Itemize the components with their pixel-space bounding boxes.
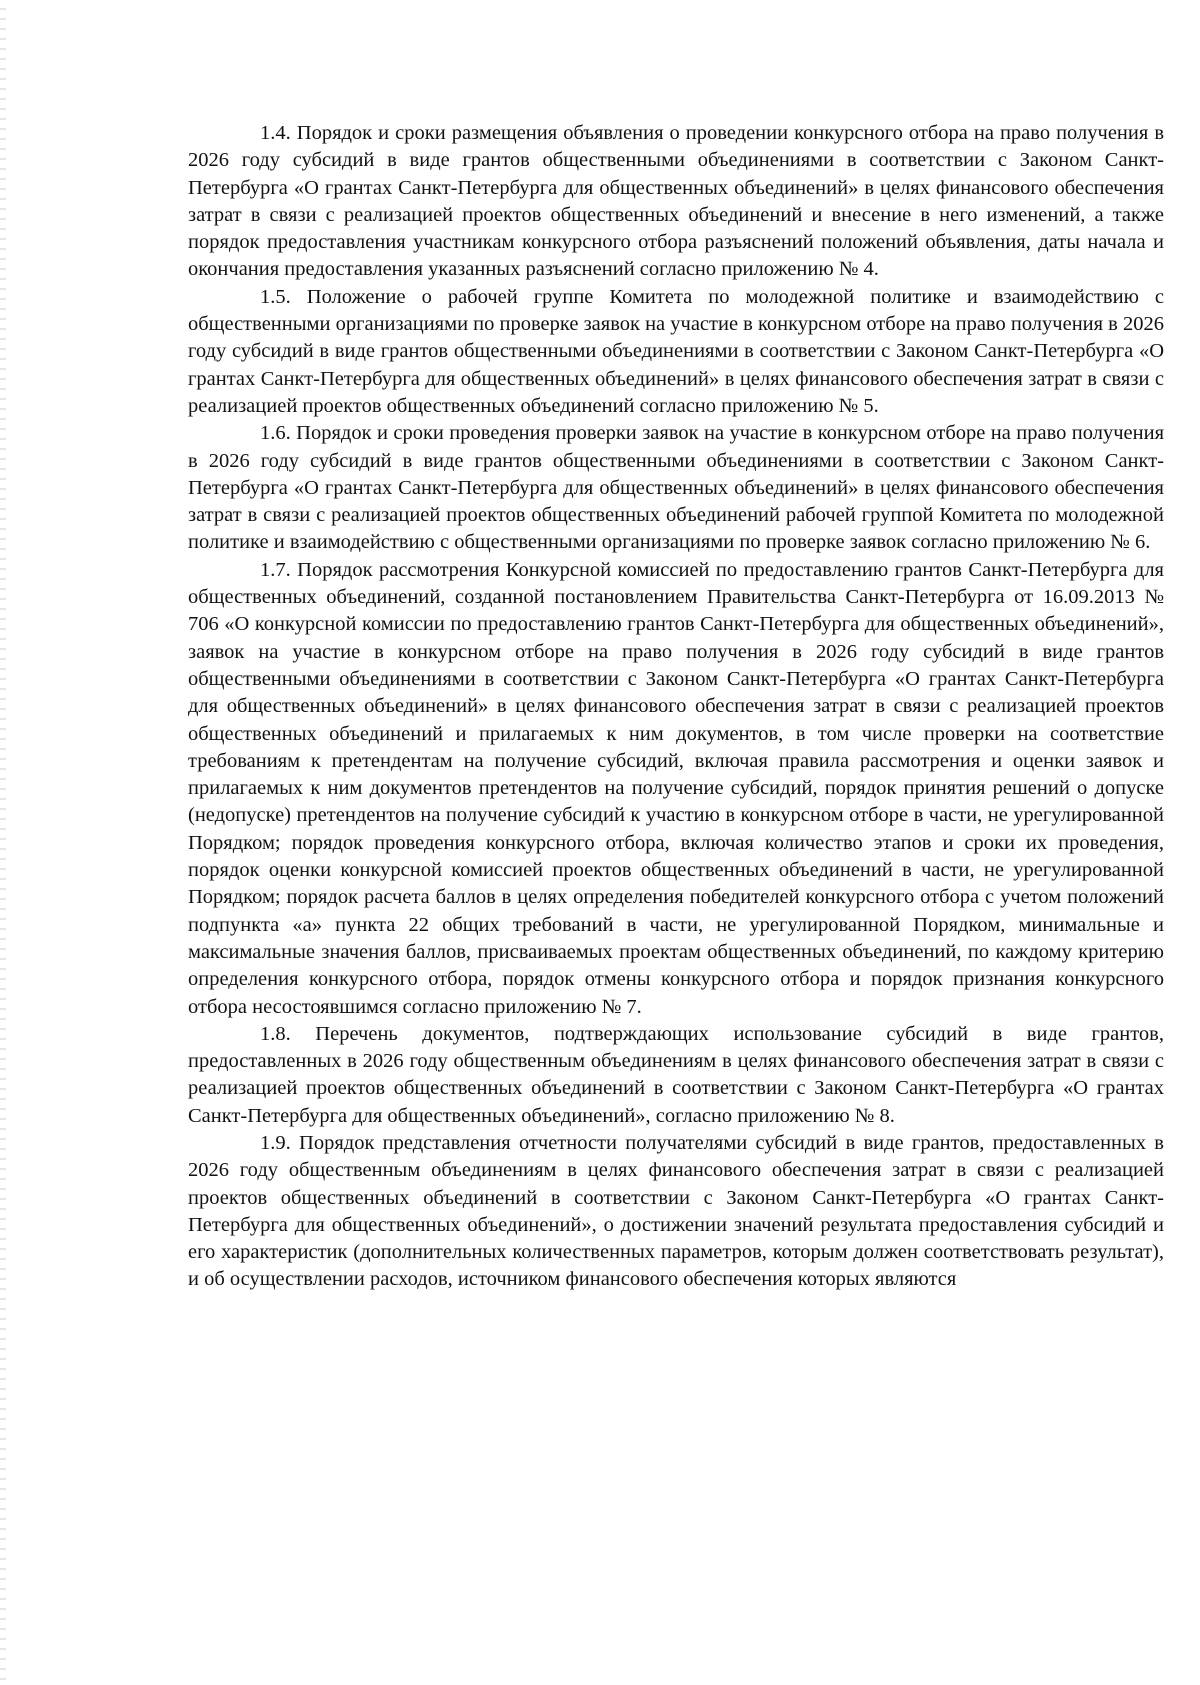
paragraph-1-6: 1.6. Порядок и сроки проведения проверки заявок на участие в конкурсном отборе на право получения в 2026 году субсидий в виде грантов общественными объединениями в соответствии с Законом Санкт-Петербурга «О грантах Санкт-Петербурга для общественных объединений» в целях финансового обеспечения затрат в связи с реализацией проектов общественных объединений рабочей группой Комитета по молодежной политике и взаимодействию с общественными организациями по проверке заявок согласно приложению № 6. <box>188 422 1164 554</box>
paragraph-1-9: 1.9. Порядок представления отчетности получателями субсидий в виде грантов, предоставленных в 2026 году общественным объединениям в целях финансового обеспечения затрат в связи с реализацией проектов общественных объединений в соответствии с Законом Санкт-Петербурга «О грантах Санкт-Петербурга для общественных объединений», о достижении значений результата предоставления субсидий и его характеристик (дополнительных количественных параметров, которым должен соответствовать результат), и об осуществлении расходов, источником финансового обеспечения которых являются <box>188 1131 1164 1291</box>
document-page <box>188 120 1164 1294</box>
scan-edge <box>0 0 6 1685</box>
paragraph-1-5: 1.5. Положение о рабочей группе Комитета по молодежной политике и взаимодействию с общественными организациями по проверке заявок на участие в конкурсном отборе на право получения в 2026 году субсидий в виде грантов общественными объединениями в соответствии с Законом Санкт-Петербурга «О грантах Санкт-Петербурга для общественных объединений» в целях финансового обеспечения затрат в связи с реализацией проектов общественных объединений согласно приложению № 5. <box>188 285 1164 417</box>
paragraph-1-7: 1.7. Порядок рассмотрения Конкурсной комиссией по предоставлению грантов Санкт-Петербурга для общественных объединений, созданной постановлением Правительства Санкт-Петербурга от 16.09.2013 № 706 «О конкурсной комиссии по предоставлению грантов Санкт-Петербурга для общественных объединений», заявок на участие в конкурсном отборе на право получения в 2026 году субсидий в виде грантов общественными объединениями в соответствии с Законом Санкт-Петербурга «О грантах Санкт-Петербурга для общественных объединений» в целях финансового обеспечения затрат в связи с реализацией проектов общественных объединений и прилагаемых к ним документов, в том числе проверки на соответствие требованиям к претендентам на получение субсидий, включая правила рассмотрения и оценки заявок и прилагаемых к ним документов претендентов на получение субсидий, порядок принятия решений о допуске (недопуске) претендентов на получение субсидий к участию в конкурсном отборе в части, не урегулированной Порядком; порядок проведения конкурсного отбора, включая количество этапов и сроки их проведения, порядок оценки конкурсной комиссией проектов общественных объединений в части, не урегулированной Порядком; порядок расчета баллов в целях определения победителей конкурсного отбора с учетом положений подпункта «а» пункта 22 общих требований в части, не урегулированной Порядком, минимальные и максимальные значения баллов, присваиваемых проектам общественных объединений, по каждому критерию определения конкурсного отбора, порядок отмены конкурсного отбора и порядок признания конкурсного отбора несостоявшимся согласно приложению № 7. <box>188 558 1164 1018</box>
paragraph-1-4: 1.4. Порядок и сроки размещения объявления о проведении конкурсного отбора на право получения в 2026 году субсидий в виде грантов общественными объединениями в соответствии с Законом Санкт-Петербурга «О грантах Санкт-Петербурга для общественных объединений» в целях финансового обеспечения затрат в связи с реализацией проектов общественных объединений и внесение в него изменений, а также порядок предоставления участникам конкурсного отбора разъяснений положений объявления, даты начала и окончания предоставления указанных разъяснений согласно приложению № 4. <box>188 122 1164 281</box>
paragraph-1-8: 1.8. Перечень документов, подтверждающих использование субсидий в виде грантов, предоставленных в 2026 году общественным объединениям в целях финансового обеспечения затрат в связи с реализацией проектов общественных объединений в соответствии с Законом Санкт-Петербурга «О грантах Санкт-Петербурга для общественных объединений», согласно приложению № 8. <box>188 1022 1164 1127</box>
